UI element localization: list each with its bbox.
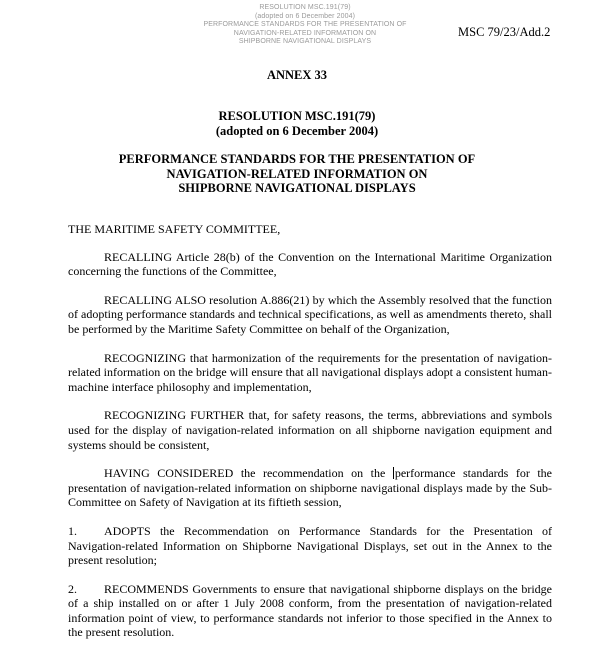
preamble-paragraph: RECALLING ALSO resolution A.886(21) by which the Assembly resolved that the function of adopting performance standards and technical specifications, as well as amendments thereto, shall be performed by the Maritime Safety Committee on behalf of the Organization,: [68, 292, 552, 336]
watermark-line: NAVIGATION-RELATED INFORMATION ON: [233, 29, 377, 37]
operative-paragraph: [68, 524, 552, 568]
paragraph-text: RECOMMENDS Governments to ensure that navigational shipborne displays on the bridge of a ship installed on or after 1 July 2008 conform, from the presentation of navigation-related information point of view, to performance standards not inferior to those specified in the Annex to the present resolution.: [68, 581, 552, 640]
paragraph-text: ADOPTS the Recommendation on Performance Standards for the Presentation of Navigation-related Information on Shipborne Navigational Displays, set out in the Annex to the present resolution;: [68, 523, 552, 568]
annex-label: ANNEX 33: [266, 68, 328, 82]
paragraph-number: 2.: [68, 581, 77, 596]
document-title: [0, 152, 594, 196]
document-body: [68, 222, 552, 654]
committee-line: THE MARITIME SAFETY COMMITTEE,: [68, 222, 281, 236]
watermark-line: RESOLUTION MSC.191(79): [259, 4, 351, 11]
paragraph-text: HAVING CONSIDERED the recommendation on the: [104, 466, 393, 481]
title-line: NAVIGATION-RELATED INFORMATION ON: [166, 166, 428, 181]
paragraph-text: performance standards for the presentation of navigation-related information on shipborne navigational displays made by the Sub-Committee on Safety of Navigation at its fiftieth session,: [68, 466, 552, 510]
resolution-number: RESOLUTION MSC.191(79): [218, 109, 376, 123]
resolution-adopted-date: (adopted on 6 December 2004): [215, 124, 379, 138]
preamble-paragraph: [68, 466, 552, 510]
document-reference: MSC 79/23/Add.2: [458, 25, 551, 39]
paragraph-number: 1.: [68, 523, 77, 538]
title-line: SHIPBORNE NAVIGATIONAL DISPLAYS: [178, 181, 416, 195]
preamble-paragraph: RECALLING Article 28(b) of the Convention on the International Maritime Organization concerning the functions of the Committee,: [68, 249, 552, 279]
watermark-line: (adopted on 6 December 2004): [254, 12, 356, 20]
preamble-paragraph: RECOGNIZING FURTHER that, for safety reasons, the terms, abbreviations and symbols used for the display of navigation-related information on all shipborne navigation equipment and systems should be consistent,: [68, 408, 552, 452]
resolution-heading: [0, 109, 594, 139]
operative-paragraph: [68, 582, 552, 640]
title-line: PERFORMANCE STANDARDS FOR THE PRESENTATION OF: [118, 152, 476, 166]
preamble-paragraph: RECOGNIZING that harmonization of the requirements for the presentation of navigation-related information on the bridge will ensure that all navigational displays adopt a consistent human-machine interface philosophy and implementation,: [68, 350, 552, 394]
watermark-line: PERFORMANCE STANDARDS FOR THE PRESENTATION OF: [203, 21, 407, 29]
header-watermark: [190, 4, 420, 47]
watermark-line: SHIPBORNE NAVIGATIONAL DISPLAYS: [238, 38, 372, 46]
